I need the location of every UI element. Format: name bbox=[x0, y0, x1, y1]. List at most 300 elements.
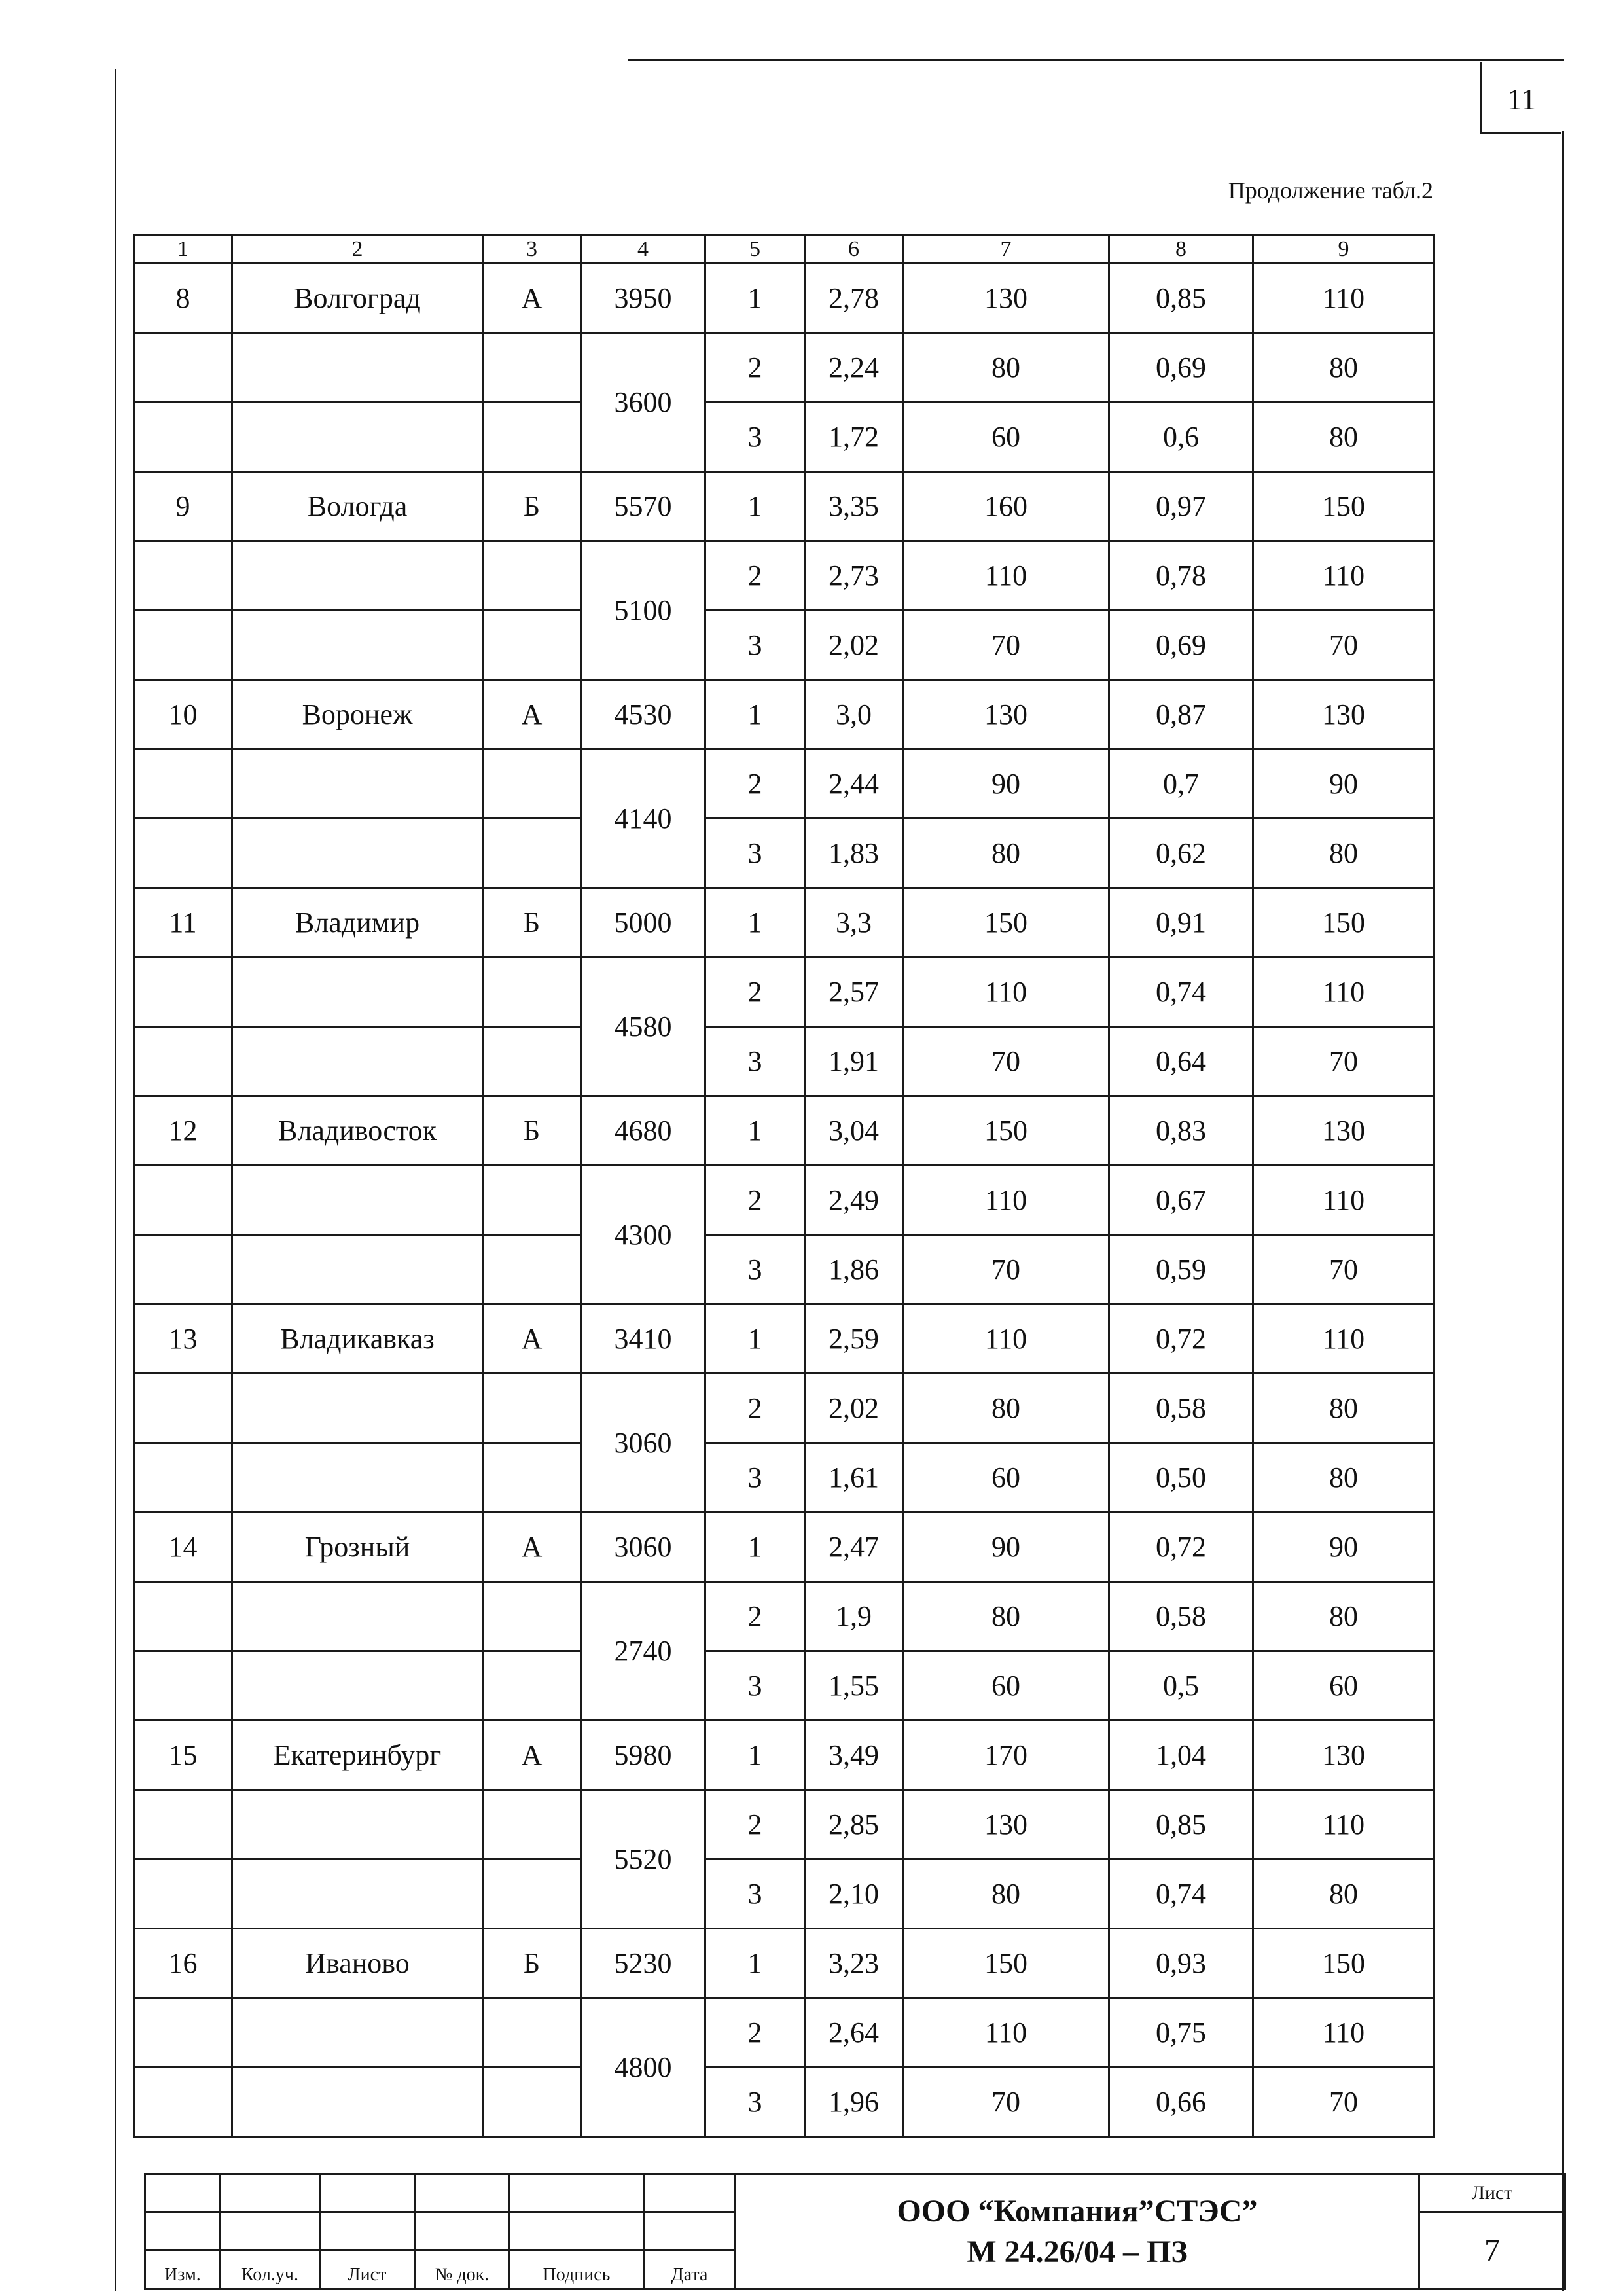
zone-cell: А bbox=[483, 1304, 581, 1374]
value-cell: 70 bbox=[1253, 1027, 1435, 1096]
value-cell: 150 bbox=[1253, 472, 1435, 541]
table-row bbox=[134, 1096, 1435, 1166]
value-cell: 2,02 bbox=[805, 1374, 903, 1443]
table-row bbox=[134, 1304, 1435, 1374]
value-cell: 1 bbox=[705, 1929, 805, 1998]
merged-value-cell: 3600 bbox=[581, 333, 705, 472]
value-cell: 3 bbox=[705, 2068, 805, 2137]
value-cell: 130 bbox=[1253, 680, 1435, 749]
merged-value-cell: 4300 bbox=[581, 1166, 705, 1304]
value-cell: 70 bbox=[1253, 2068, 1435, 2137]
empty-cell bbox=[134, 333, 232, 403]
empty-cell bbox=[483, 1582, 581, 1651]
empty-cell bbox=[483, 333, 581, 403]
value-cell: 2,73 bbox=[805, 541, 903, 611]
value-cell: 0,64 bbox=[1109, 1027, 1253, 1096]
stamp-cell bbox=[510, 2212, 644, 2250]
value-cell: 110 bbox=[903, 541, 1109, 611]
table-row bbox=[134, 958, 1435, 1027]
merged-value-cell: 4580 bbox=[581, 958, 705, 1096]
value-cell: 3410 bbox=[581, 1304, 705, 1374]
table-row bbox=[134, 2068, 1435, 2137]
value-cell: 130 bbox=[1253, 1721, 1435, 1790]
stamp-label-signature: Подпись bbox=[510, 2250, 644, 2289]
sheet-number-cell bbox=[1419, 2212, 1565, 2289]
value-cell: 2 bbox=[705, 1166, 805, 1235]
value-cell: 1 bbox=[705, 680, 805, 749]
row-number-cell: 10 bbox=[134, 680, 232, 749]
value-cell: 90 bbox=[903, 1513, 1109, 1582]
value-cell: 2,10 bbox=[805, 1859, 903, 1929]
empty-cell bbox=[134, 1166, 232, 1235]
value-cell: 70 bbox=[1253, 1235, 1435, 1304]
value-cell: 1 bbox=[705, 472, 805, 541]
value-cell: 0,85 bbox=[1109, 264, 1253, 333]
value-cell: 70 bbox=[1253, 611, 1435, 680]
empty-cell bbox=[134, 958, 232, 1027]
value-cell: 2,78 bbox=[805, 264, 903, 333]
zone-cell: А bbox=[483, 680, 581, 749]
row-number-cell: 13 bbox=[134, 1304, 232, 1374]
empty-cell bbox=[232, 541, 483, 611]
value-cell: 0,66 bbox=[1109, 2068, 1253, 2137]
value-cell: 3 bbox=[705, 819, 805, 888]
stamp-cell bbox=[320, 2212, 415, 2250]
empty-cell bbox=[134, 1027, 232, 1096]
value-cell: 1 bbox=[705, 1721, 805, 1790]
empty-cell bbox=[483, 1443, 581, 1513]
value-cell: 0,75 bbox=[1109, 1998, 1253, 2068]
empty-cell bbox=[134, 1998, 232, 2068]
stamp-cell bbox=[145, 2174, 221, 2212]
city-cell: Иваново bbox=[232, 1929, 483, 1998]
column-number-8: 8 bbox=[1109, 236, 1253, 264]
value-cell: 80 bbox=[903, 1859, 1109, 1929]
value-cell: 2,59 bbox=[805, 1304, 903, 1374]
value-cell: 3 bbox=[705, 1859, 805, 1929]
merged-value-cell: 2740 bbox=[581, 1582, 705, 1721]
empty-cell bbox=[483, 749, 581, 819]
empty-cell bbox=[483, 611, 581, 680]
empty-cell bbox=[232, 1651, 483, 1721]
table-row bbox=[134, 1513, 1435, 1582]
zone-cell: А bbox=[483, 264, 581, 333]
empty-cell bbox=[483, 1790, 581, 1859]
title-block bbox=[144, 2173, 1566, 2290]
value-cell: 110 bbox=[1253, 958, 1435, 1027]
value-cell: 70 bbox=[903, 1027, 1109, 1096]
empty-cell bbox=[232, 611, 483, 680]
row-number-cell: 15 bbox=[134, 1721, 232, 1790]
value-cell: 130 bbox=[903, 264, 1109, 333]
value-cell: 160 bbox=[903, 472, 1109, 541]
stamp-cell bbox=[320, 2174, 415, 2212]
empty-cell bbox=[232, 2068, 483, 2137]
table-row bbox=[134, 1859, 1435, 1929]
value-cell: 130 bbox=[903, 1790, 1109, 1859]
table-row bbox=[134, 541, 1435, 611]
value-cell: 80 bbox=[903, 819, 1109, 888]
merged-value-cell: 5100 bbox=[581, 541, 705, 680]
value-cell: 5000 bbox=[581, 888, 705, 958]
value-cell: 90 bbox=[1253, 749, 1435, 819]
table-row bbox=[134, 1998, 1435, 2068]
value-cell: 3,35 bbox=[805, 472, 903, 541]
table-row bbox=[134, 1027, 1435, 1096]
table-row bbox=[134, 1582, 1435, 1651]
column-number-9: 9 bbox=[1253, 236, 1435, 264]
empty-cell bbox=[232, 1582, 483, 1651]
zone-cell: Б bbox=[483, 888, 581, 958]
table-row bbox=[134, 1929, 1435, 1998]
value-cell: 2,85 bbox=[805, 1790, 903, 1859]
value-cell: 2 bbox=[705, 1582, 805, 1651]
value-cell: 2 bbox=[705, 958, 805, 1027]
value-cell: 60 bbox=[1253, 1651, 1435, 1721]
empty-cell bbox=[232, 1790, 483, 1859]
value-cell: 0,67 bbox=[1109, 1166, 1253, 1235]
value-cell: 60 bbox=[903, 1651, 1109, 1721]
value-cell: 0,59 bbox=[1109, 1235, 1253, 1304]
value-cell: 2 bbox=[705, 1374, 805, 1443]
table-row bbox=[134, 1790, 1435, 1859]
stamp-cell bbox=[644, 2212, 736, 2250]
value-cell: 150 bbox=[903, 888, 1109, 958]
column-number-2: 2 bbox=[232, 236, 483, 264]
merged-value-cell: 4800 bbox=[581, 1998, 705, 2137]
empty-cell bbox=[134, 1859, 232, 1929]
value-cell: 3,04 bbox=[805, 1096, 903, 1166]
empty-cell bbox=[232, 403, 483, 472]
page-number-box bbox=[1480, 62, 1561, 134]
value-cell: 0,83 bbox=[1109, 1096, 1253, 1166]
value-cell: 5570 bbox=[581, 472, 705, 541]
stamp-label-list: Лист bbox=[320, 2250, 415, 2289]
value-cell: 80 bbox=[1253, 1443, 1435, 1513]
value-cell: 3,23 bbox=[805, 1929, 903, 1998]
row-number-cell: 16 bbox=[134, 1929, 232, 1998]
table-caption: Продолжение табл.2 bbox=[1228, 177, 1433, 204]
table-row bbox=[134, 1235, 1435, 1304]
value-cell: 3 bbox=[705, 1027, 805, 1096]
value-cell: 0,62 bbox=[1109, 819, 1253, 888]
value-cell: 110 bbox=[903, 1304, 1109, 1374]
stamp-cell bbox=[221, 2212, 320, 2250]
empty-cell bbox=[483, 2068, 581, 2137]
value-cell: 80 bbox=[1253, 819, 1435, 888]
value-cell: 80 bbox=[1253, 1582, 1435, 1651]
value-cell: 110 bbox=[1253, 264, 1435, 333]
value-cell: 0,50 bbox=[1109, 1443, 1253, 1513]
merged-value-cell: 5520 bbox=[581, 1790, 705, 1929]
value-cell: 90 bbox=[903, 749, 1109, 819]
empty-cell bbox=[232, 1027, 483, 1096]
value-cell: 3060 bbox=[581, 1513, 705, 1582]
value-cell: 1 bbox=[705, 1513, 805, 1582]
stamp-label-doc-no: № док. bbox=[415, 2250, 510, 2289]
city-cell: Владикавказ bbox=[232, 1304, 483, 1374]
value-cell: 0,69 bbox=[1109, 611, 1253, 680]
table-row bbox=[134, 819, 1435, 888]
value-cell: 110 bbox=[1253, 1790, 1435, 1859]
value-cell: 0,58 bbox=[1109, 1582, 1253, 1651]
value-cell: 2 bbox=[705, 749, 805, 819]
empty-cell bbox=[483, 1027, 581, 1096]
value-cell: 3,0 bbox=[805, 680, 903, 749]
empty-cell bbox=[483, 1998, 581, 2068]
empty-cell bbox=[134, 1443, 232, 1513]
column-number-row bbox=[134, 236, 1435, 264]
value-cell: 0,91 bbox=[1109, 888, 1253, 958]
empty-cell bbox=[483, 1651, 581, 1721]
value-cell: 80 bbox=[1253, 333, 1435, 403]
value-cell: 0,5 bbox=[1109, 1651, 1253, 1721]
sheet-label: Лист bbox=[1471, 2181, 1513, 2204]
empty-cell bbox=[232, 1443, 483, 1513]
value-cell: 150 bbox=[903, 1096, 1109, 1166]
empty-cell bbox=[134, 1651, 232, 1721]
empty-cell bbox=[483, 958, 581, 1027]
value-cell: 5980 bbox=[581, 1721, 705, 1790]
value-cell: 70 bbox=[903, 2068, 1109, 2137]
table-row bbox=[134, 1651, 1435, 1721]
row-number-cell: 11 bbox=[134, 888, 232, 958]
city-cell: Волгоград bbox=[232, 264, 483, 333]
value-cell: 90 bbox=[1253, 1513, 1435, 1582]
value-cell: 1 bbox=[705, 888, 805, 958]
value-cell: 130 bbox=[1253, 1096, 1435, 1166]
value-cell: 150 bbox=[1253, 1929, 1435, 1998]
empty-cell bbox=[134, 1374, 232, 1443]
value-cell: 110 bbox=[1253, 1304, 1435, 1374]
stamp-cell bbox=[510, 2174, 644, 2212]
empty-cell bbox=[483, 541, 581, 611]
empty-cell bbox=[134, 1582, 232, 1651]
column-number-4: 4 bbox=[581, 236, 705, 264]
value-cell: 1,91 bbox=[805, 1027, 903, 1096]
value-cell: 0,72 bbox=[1109, 1513, 1253, 1582]
value-cell: 1 bbox=[705, 1304, 805, 1374]
value-cell: 80 bbox=[903, 333, 1109, 403]
column-number-7: 7 bbox=[903, 236, 1109, 264]
value-cell: 80 bbox=[1253, 403, 1435, 472]
table-row bbox=[134, 1443, 1435, 1513]
value-cell: 2,47 bbox=[805, 1513, 903, 1582]
value-cell: 3950 bbox=[581, 264, 705, 333]
stamp-label-date: Дата bbox=[644, 2250, 736, 2289]
value-cell: 3,3 bbox=[805, 888, 903, 958]
value-cell: 0,6 bbox=[1109, 403, 1253, 472]
stamp-cell bbox=[644, 2174, 736, 2212]
value-cell: 1,61 bbox=[805, 1443, 903, 1513]
value-cell: 3,49 bbox=[805, 1721, 903, 1790]
empty-cell bbox=[232, 819, 483, 888]
empty-cell bbox=[232, 1374, 483, 1443]
value-cell: 1,96 bbox=[805, 2068, 903, 2137]
data-table bbox=[133, 234, 1435, 2138]
sheet-number: 7 bbox=[1484, 2233, 1500, 2268]
value-cell: 80 bbox=[1253, 1859, 1435, 1929]
value-cell: 80 bbox=[903, 1374, 1109, 1443]
value-cell: 1,86 bbox=[805, 1235, 903, 1304]
value-cell: 1,9 bbox=[805, 1582, 903, 1651]
value-cell: 1,72 bbox=[805, 403, 903, 472]
merged-value-cell: 3060 bbox=[581, 1374, 705, 1513]
value-cell: 1 bbox=[705, 264, 805, 333]
value-cell: 4530 bbox=[581, 680, 705, 749]
empty-cell bbox=[134, 611, 232, 680]
value-cell: 1,04 bbox=[1109, 1721, 1253, 1790]
value-cell: 3 bbox=[705, 1651, 805, 1721]
column-number-6: 6 bbox=[805, 236, 903, 264]
value-cell: 3 bbox=[705, 403, 805, 472]
stamp-label-izm: Изм. bbox=[145, 2250, 221, 2289]
value-cell: 0,69 bbox=[1109, 333, 1253, 403]
empty-cell bbox=[483, 1166, 581, 1235]
document-code: М 24.26/04 – ПЗ bbox=[967, 2234, 1188, 2269]
city-cell: Вологда bbox=[232, 472, 483, 541]
frame-left-line bbox=[115, 69, 116, 2291]
value-cell: 60 bbox=[903, 403, 1109, 472]
empty-cell bbox=[483, 1859, 581, 1929]
zone-cell: Б bbox=[483, 472, 581, 541]
value-cell: 70 bbox=[903, 1235, 1109, 1304]
table-row bbox=[134, 333, 1435, 403]
table-row bbox=[134, 472, 1435, 541]
value-cell: 0,74 bbox=[1109, 958, 1253, 1027]
city-cell: Грозный bbox=[232, 1513, 483, 1582]
table-row bbox=[134, 888, 1435, 958]
empty-cell bbox=[483, 1235, 581, 1304]
empty-cell bbox=[232, 1859, 483, 1929]
value-cell: 3 bbox=[705, 611, 805, 680]
value-cell: 110 bbox=[1253, 1166, 1435, 1235]
table-row bbox=[134, 1166, 1435, 1235]
value-cell: 2,24 bbox=[805, 333, 903, 403]
value-cell: 2,02 bbox=[805, 611, 903, 680]
stamp-label-kol-uch: Кол.уч. bbox=[221, 2250, 320, 2289]
table-row bbox=[134, 403, 1435, 472]
value-cell: 1 bbox=[705, 1096, 805, 1166]
value-cell: 110 bbox=[903, 1998, 1109, 2068]
value-cell: 150 bbox=[903, 1929, 1109, 1998]
value-cell: 110 bbox=[1253, 541, 1435, 611]
value-cell: 0,7 bbox=[1109, 749, 1253, 819]
row-number-cell: 8 bbox=[134, 264, 232, 333]
empty-cell bbox=[483, 819, 581, 888]
value-cell: 0,97 bbox=[1109, 472, 1253, 541]
empty-cell bbox=[134, 2068, 232, 2137]
value-cell: 2 bbox=[705, 1998, 805, 2068]
value-cell: 170 bbox=[903, 1721, 1109, 1790]
value-cell: 2 bbox=[705, 541, 805, 611]
stamp-cell bbox=[415, 2212, 510, 2250]
value-cell: 2,57 bbox=[805, 958, 903, 1027]
value-cell: 80 bbox=[903, 1582, 1109, 1651]
value-cell: 130 bbox=[903, 680, 1109, 749]
stamp-cell bbox=[145, 2212, 221, 2250]
value-cell: 0,72 bbox=[1109, 1304, 1253, 1374]
city-cell: Владивосток bbox=[232, 1096, 483, 1166]
empty-cell bbox=[134, 403, 232, 472]
value-cell: 1,55 bbox=[805, 1651, 903, 1721]
value-cell: 2 bbox=[705, 333, 805, 403]
column-number-3: 3 bbox=[483, 236, 581, 264]
page-number: 11 bbox=[1507, 82, 1537, 116]
empty-cell bbox=[134, 749, 232, 819]
column-number-5: 5 bbox=[705, 236, 805, 264]
value-cell: 0,87 bbox=[1109, 680, 1253, 749]
organization-name: ООО “Компания”СТЭС” bbox=[897, 2193, 1258, 2229]
city-cell: Воронеж bbox=[232, 680, 483, 749]
table-row bbox=[134, 611, 1435, 680]
merged-value-cell: 4140 bbox=[581, 749, 705, 888]
empty-cell bbox=[134, 1790, 232, 1859]
stamp-document-cell bbox=[736, 2174, 1419, 2289]
zone-cell: А bbox=[483, 1513, 581, 1582]
value-cell: 5230 bbox=[581, 1929, 705, 1998]
zone-cell: А bbox=[483, 1721, 581, 1790]
city-cell: Владимир bbox=[232, 888, 483, 958]
empty-cell bbox=[232, 749, 483, 819]
table-row bbox=[134, 1721, 1435, 1790]
row-number-cell: 14 bbox=[134, 1513, 232, 1582]
value-cell: 2,49 bbox=[805, 1166, 903, 1235]
value-cell: 150 bbox=[1253, 888, 1435, 958]
value-cell: 0,85 bbox=[1109, 1790, 1253, 1859]
value-cell: 2,64 bbox=[805, 1998, 903, 2068]
zone-cell: Б bbox=[483, 1096, 581, 1166]
stamp-cell bbox=[415, 2174, 510, 2212]
value-cell: 110 bbox=[903, 958, 1109, 1027]
empty-cell bbox=[232, 1235, 483, 1304]
empty-cell bbox=[232, 1998, 483, 2068]
zone-cell: Б bbox=[483, 1929, 581, 1998]
empty-cell bbox=[134, 819, 232, 888]
value-cell: 4680 bbox=[581, 1096, 705, 1166]
city-cell: Екатеринбург bbox=[232, 1721, 483, 1790]
table-row bbox=[134, 1374, 1435, 1443]
empty-cell bbox=[232, 333, 483, 403]
value-cell: 70 bbox=[903, 611, 1109, 680]
value-cell: 0,58 bbox=[1109, 1374, 1253, 1443]
row-number-cell: 9 bbox=[134, 472, 232, 541]
empty-cell bbox=[232, 958, 483, 1027]
value-cell: 110 bbox=[1253, 1998, 1435, 2068]
value-cell: 80 bbox=[1253, 1374, 1435, 1443]
empty-cell bbox=[134, 1235, 232, 1304]
value-cell: 3 bbox=[705, 1235, 805, 1304]
value-cell: 0,78 bbox=[1109, 541, 1253, 611]
value-cell: 2 bbox=[705, 1790, 805, 1859]
value-cell: 3 bbox=[705, 1443, 805, 1513]
table-row bbox=[134, 749, 1435, 819]
value-cell: 110 bbox=[903, 1166, 1109, 1235]
empty-cell bbox=[483, 1374, 581, 1443]
column-number-1: 1 bbox=[134, 236, 232, 264]
table-row bbox=[134, 680, 1435, 749]
table-row bbox=[134, 264, 1435, 333]
stamp-cell bbox=[221, 2174, 320, 2212]
value-cell: 2,44 bbox=[805, 749, 903, 819]
frame-right-line bbox=[1562, 131, 1564, 2291]
value-cell: 60 bbox=[903, 1443, 1109, 1513]
value-cell: 1,83 bbox=[805, 819, 903, 888]
empty-cell bbox=[483, 403, 581, 472]
frame-top-line bbox=[628, 59, 1564, 61]
row-number-cell: 12 bbox=[134, 1096, 232, 1166]
value-cell: 0,93 bbox=[1109, 1929, 1253, 1998]
